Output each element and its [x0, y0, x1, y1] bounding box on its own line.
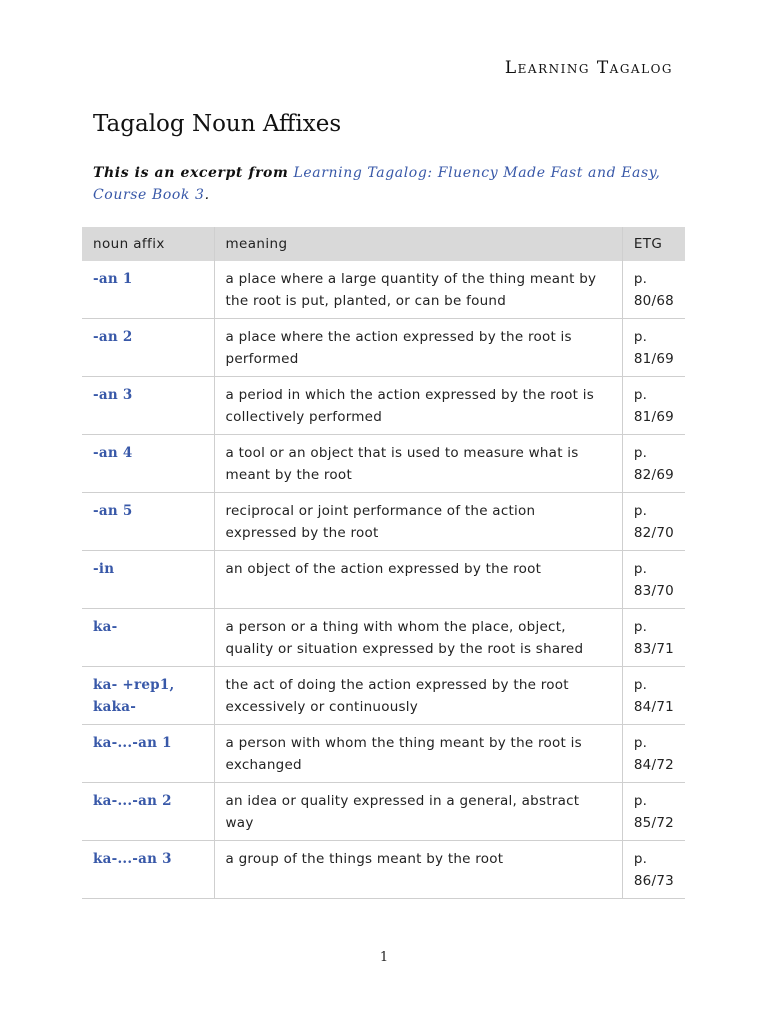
meaning-cell: a tool or an object that is used to measure what is meant by the root: [214, 435, 622, 493]
noun-affix-table: [82, 227, 685, 899]
affix-cell: -an 3: [82, 377, 214, 435]
etg-cell: p. 84/71: [622, 667, 685, 725]
affix-cell: ka-...-an 1: [82, 725, 214, 783]
table-row: [82, 783, 685, 841]
header-etg: ETG: [622, 227, 685, 261]
book-link[interactable]: Learning Tagalog: Fluency Made Fast and Easy, Course Book 3: [93, 165, 661, 203]
etg-cell: p. 82/69: [622, 435, 685, 493]
table-header-row: [82, 227, 685, 261]
table-row: [82, 551, 685, 609]
etg-cell: p. 81/69: [622, 377, 685, 435]
meaning-cell: a place where the action expressed by the root is performed: [214, 319, 622, 377]
etg-cell: p. 81/69: [622, 319, 685, 377]
table-row: [82, 319, 685, 377]
meaning-cell: the act of doing the action expressed by the root excessively or continuously: [214, 667, 622, 725]
meaning-cell: a person or a thing with whom the place, object, quality or situation expressed by the root is shared: [214, 609, 622, 667]
meaning-cell: reciprocal or joint performance of the action expressed by the root: [214, 493, 622, 551]
affix-cell: -an 2: [82, 319, 214, 377]
affix-cell: ka-: [82, 609, 214, 667]
etg-cell: p. 80/68: [622, 261, 685, 319]
meaning-cell: a place where a large quantity of the thing meant by the root is put, planted, or can be found: [214, 261, 622, 319]
etg-cell: p. 84/72: [622, 725, 685, 783]
affix-cell: -in: [82, 551, 214, 609]
table-row: [82, 377, 685, 435]
table-row: [82, 609, 685, 667]
affix-cell: ka-...-an 2: [82, 783, 214, 841]
page-title: Tagalog Noun Affixes: [93, 111, 342, 137]
table-row: [82, 667, 685, 725]
affix-cell: -an 5: [82, 493, 214, 551]
meaning-cell: an idea or quality expressed in a general, abstract way: [214, 783, 622, 841]
meaning-cell: a person with whom the thing meant by the root is exchanged: [214, 725, 622, 783]
affix-cell: -an 1: [82, 261, 214, 319]
etg-cell: p. 83/70: [622, 551, 685, 609]
meaning-cell: an object of the action expressed by the root: [214, 551, 622, 609]
etg-cell: p. 85/72: [622, 783, 685, 841]
table-row: [82, 493, 685, 551]
intro-paragraph: [93, 162, 673, 206]
header-meaning: meaning: [214, 227, 622, 261]
etg-cell: p. 83/71: [622, 609, 685, 667]
running-head: Learning Tagalog: [504, 58, 673, 78]
intro-trailing: .: [204, 187, 210, 203]
meaning-cell: a group of the things meant by the root: [214, 841, 622, 899]
affix-cell: ka-...-an 3: [82, 841, 214, 899]
etg-cell: p. 86/73: [622, 841, 685, 899]
table-row: [82, 261, 685, 319]
affix-cell: ka- +rep1, kaka-: [82, 667, 214, 725]
intro-lead: This is an excerpt from: [93, 165, 289, 181]
table-row: [82, 725, 685, 783]
table-row: [82, 435, 685, 493]
table-row: [82, 841, 685, 899]
header-noun-affix: noun affix: [82, 227, 214, 261]
etg-cell: p. 82/70: [622, 493, 685, 551]
affix-cell: -an 4: [82, 435, 214, 493]
meaning-cell: a period in which the action expressed by the root is collectively performed: [214, 377, 622, 435]
page-number: 1: [379, 950, 389, 965]
